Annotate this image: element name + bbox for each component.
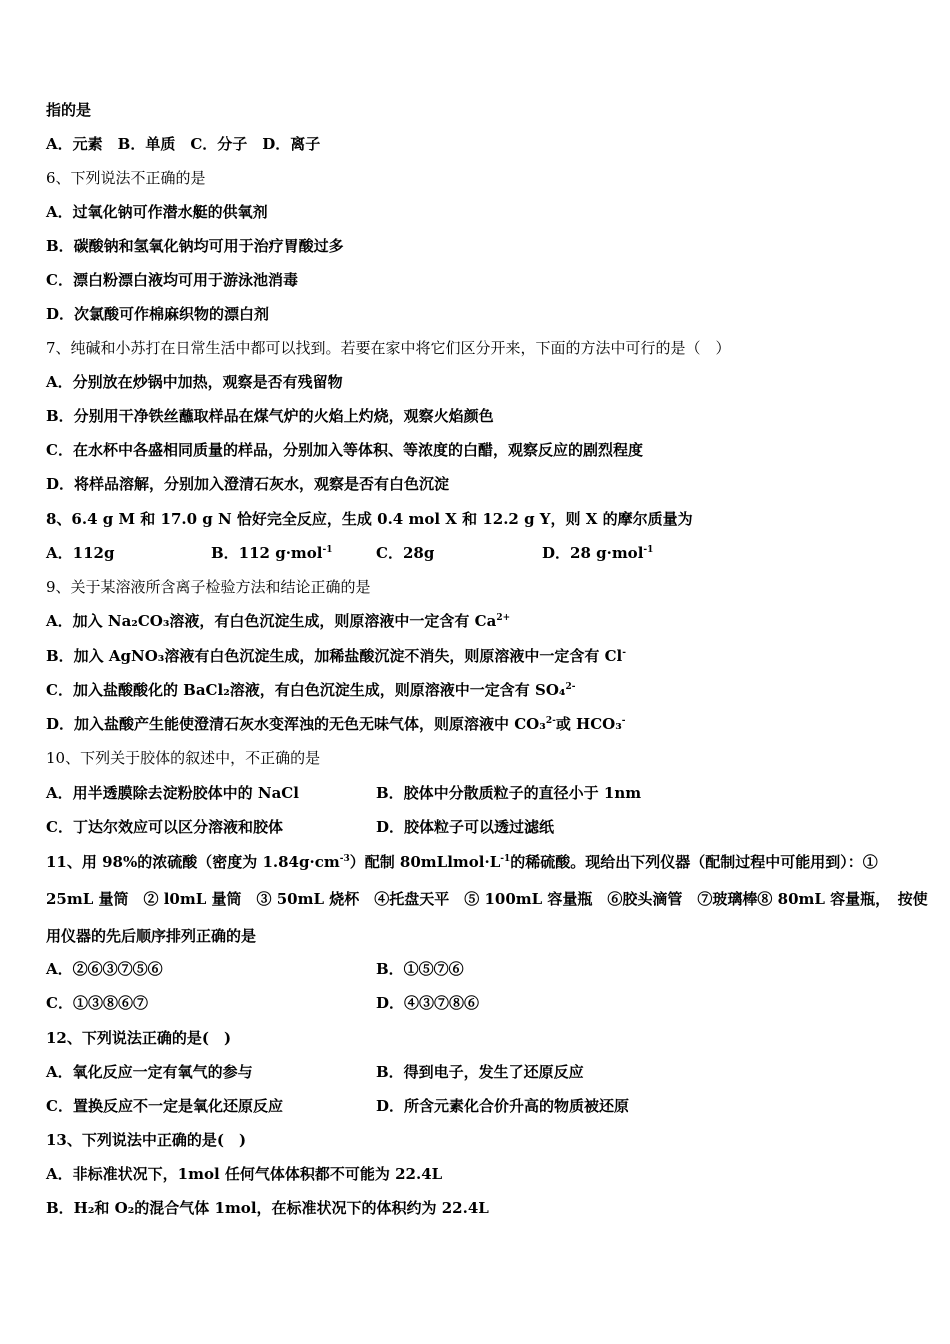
superscript: 2-	[545, 716, 556, 726]
option-6a: A．过氧化钠可作潜水艇的供氧剂	[46, 203, 268, 221]
superscript: -1	[643, 545, 654, 555]
option-9a-text: A．加入 Na₂CO₃溶液，有白色沉淀生成，则原溶液中一定含有 Ca	[46, 612, 497, 630]
option-6c: C．漂白粉漂白液均可用于游泳池消毒	[46, 271, 298, 289]
options-12-row1	[46, 1062, 584, 1082]
option-11d: D．④③⑦⑧⑥	[376, 994, 480, 1012]
option-12a: A．氧化反应一定有氧气的参与	[46, 1063, 253, 1081]
option-9b-text: B．加入 AgNO₃溶液有白色沉淀生成，加稀盐酸沉淀不消失，则原溶液中一定含有 Cl	[46, 647, 623, 665]
text-line: 指的是	[46, 101, 92, 119]
option-8b	[211, 543, 333, 563]
option-13a: A．非标准状况下，1mol 任何气体体积都不可能为 22.4L	[46, 1165, 443, 1183]
option-8d-text: D．28 g·mol	[542, 544, 644, 562]
option-9c-text: C．加入盐酸酸化的 BaCl₂溶液，有白色沉淀生成，则原溶液中一定含有 SO₄	[46, 681, 566, 699]
option-9d	[46, 714, 626, 734]
question-13: 13、下列说法中正确的是( )	[46, 1131, 247, 1149]
option-11c: C．①③⑧⑥⑦	[46, 994, 148, 1012]
superscript: -	[622, 648, 626, 658]
superscript: -3	[339, 854, 350, 864]
superscript: -	[621, 716, 626, 726]
option-8d	[542, 543, 653, 563]
option-11b: B．①⑤⑦⑥	[376, 960, 464, 978]
superscript: 2+	[496, 613, 511, 623]
option-12d: D．所含元素化合价升高的物质被还原	[376, 1097, 630, 1115]
option-9a	[46, 611, 510, 631]
option-10a: A．用半透膜除去淀粉胶体中的 NaCl	[46, 784, 299, 802]
option-9c	[46, 680, 575, 700]
option-7d: D．将样品溶解，分别加入澄清石灰水，观察是否有白色沉淀	[46, 475, 450, 493]
option-10d: D．胶体粒子可以透过滤纸	[376, 818, 555, 836]
question-6: 6、下列说法不正确的是	[46, 169, 206, 187]
q11-text-2: ）配制 80mLlmol·L	[349, 853, 501, 871]
option-7c: C．在水杯中各盛相同质量的样品，分别加入等体积、等浓度的白醋，观察反应的剧烈程度	[46, 441, 643, 459]
option-12b: B．得到电子，发生了还原反应	[376, 1063, 584, 1081]
question-8: 8、6.4 g M 和 17.0 g N 恰好完全反应，生成 0.4 mol X 和 12.2 g Y，则 X 的摩尔质量为	[46, 510, 693, 528]
superscript: -1	[500, 854, 511, 864]
options-12-row2	[46, 1096, 630, 1116]
options-11-row2	[46, 993, 480, 1013]
question-11-line-2: 25mL 量筒 ② l0mL 量筒 ③ 50mL 烧杯 ④托盘天平 ⑤ 100mL 容量瓶 ⑥胶头滴管 ⑦玻璃棒⑧ 80mL 容量瓶， 按使	[46, 890, 928, 908]
option-8b-text: B．112 g·mol	[211, 544, 323, 562]
options-line: A．元素 B．单质 C．分子 D．离子	[46, 135, 321, 153]
question-10: 10、下列关于胶体的叙述中，不正确的是	[46, 749, 321, 767]
option-9b	[46, 646, 626, 666]
option-7a: A．分别放在炒锅中加热，观察是否有残留物	[46, 373, 343, 391]
option-9d-text: D．加入盐酸产生能使澄清石灰水变浑浊的无色无味气体，则原溶液中 CO₃	[46, 715, 546, 733]
options-10-row2	[46, 817, 555, 837]
option-11a: A．②⑥③⑦⑤⑥	[46, 960, 163, 978]
option-6b: B．碳酸钠和氢氧化钠均可用于治疗胃酸过多	[46, 237, 344, 255]
option-7b: B．分别用干净铁丝蘸取样品在煤气炉的火焰上灼烧，观察火焰颜色	[46, 407, 494, 425]
option-8a: A．112g	[46, 544, 115, 562]
question-7: 7、纯碱和小苏打在日常生活中都可以找到。若要在家中将它们区分开来，下面的方法中可行的是（ ）	[46, 339, 731, 357]
option-6d: D．次氯酸可作棉麻织物的漂白剂	[46, 305, 270, 323]
q11-text-3: 的稀硫酸。现给出下列仪器（配制过程中可能用到）：①	[510, 853, 878, 871]
option-10b: B．胶体中分散质粒子的直径小于 1nm	[376, 784, 642, 802]
option-9d-text-2: 或 HCO₃	[555, 715, 622, 733]
superscript: 2-	[565, 682, 576, 692]
options-10-row1	[46, 783, 642, 803]
q11-text-1: 11、用 98%的浓硫酸（密度为 1.84g·cm	[46, 853, 340, 871]
option-8c: C．28g	[376, 544, 435, 562]
question-12: 12、下列说法正确的是( )	[46, 1029, 232, 1047]
question-9: 9、关于某溶液所含离子检验方法和结论正确的是	[46, 578, 371, 596]
superscript: -1	[322, 545, 333, 555]
options-11-row1	[46, 959, 464, 979]
question-11-line-3: 用仪器的先后顺序排列正确的是	[46, 927, 257, 945]
option-10c: C．丁达尔效应可以区分溶液和胶体	[46, 818, 283, 836]
option-13b: B．H₂和 O₂的混合气体 1mol，在标准状况下的体积约为 22.4L	[46, 1199, 489, 1217]
question-11-line-1	[46, 852, 878, 872]
option-12c: C．置换反应不一定是氧化还原反应	[46, 1097, 283, 1115]
